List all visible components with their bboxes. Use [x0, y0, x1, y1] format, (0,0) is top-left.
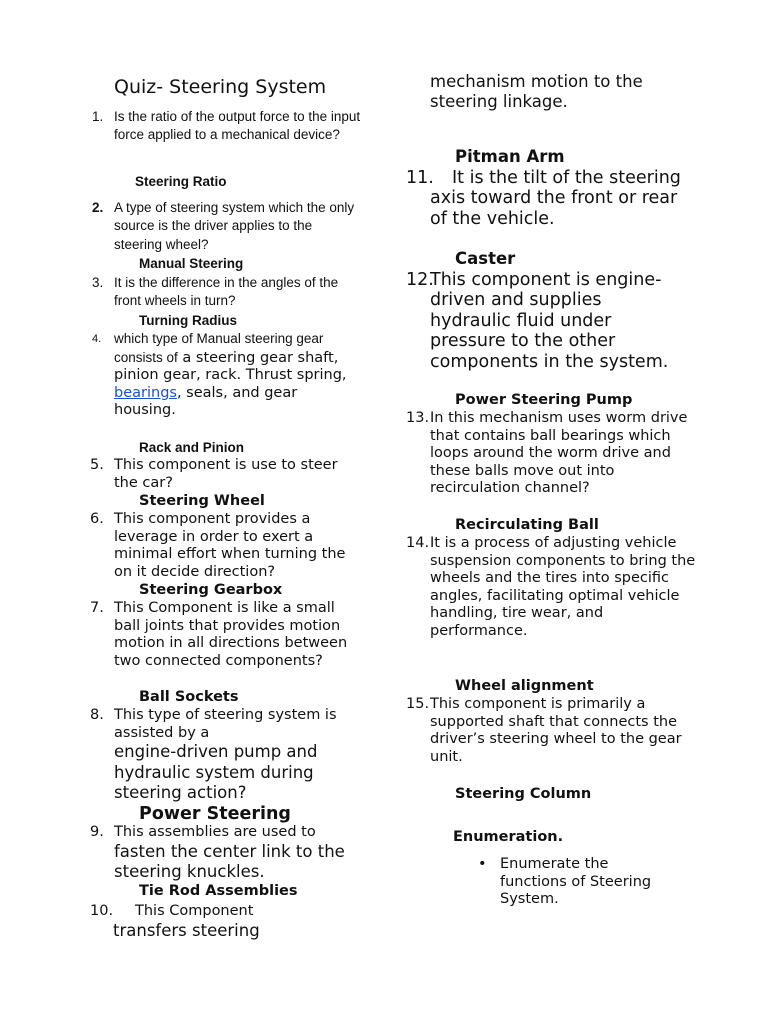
- answer-11: Caster: [455, 249, 516, 268]
- answer-13: Recirculating Ball: [455, 517, 599, 533]
- question-13: 13. In this mechanism uses worm drive that contains ball bearings which loops around the worm drive and these balls move out into recirculation channel?: [406, 410, 688, 497]
- page-title: Quiz- Steering System: [114, 76, 327, 98]
- question-3: 3. It is the difference in the angles of the front wheels in turn?: [92, 275, 339, 309]
- answer-10: Pitman Arm: [455, 147, 565, 166]
- question-4: 4. which type of Manual steering gear consists of a steering gear shaft, pinion gear, rack. Thrust spring, bearings, seals, and gear housing.: [92, 331, 347, 419]
- answer-14: Wheel alignment: [455, 678, 594, 694]
- answer-4: Rack and Pinion: [139, 440, 245, 455]
- question-1: 1. Is the ratio of the output force to the input force applied to a mechanical device?: [92, 109, 361, 143]
- question-10-continued: mechanism motion to the steering linkage.: [430, 72, 643, 112]
- enumeration-heading: Enumeration.: [453, 829, 564, 845]
- answer-6: Steering Gearbox: [139, 582, 283, 598]
- question-10: 10. This Component transfers steering: [90, 903, 260, 940]
- question-9: 9. This assemblies are used to fasten the center link to the steering knuckles.: [90, 824, 345, 881]
- bearings-link[interactable]: bearings: [114, 384, 177, 401]
- question-7: 7. This Component is like a small ball joints that provides motion motion in all directions between two connected components?: [90, 600, 348, 669]
- answer-2: Manual Steering: [139, 256, 244, 271]
- answer-9: Tie Rod Assemblies: [139, 883, 298, 899]
- bullet-icon: •: [478, 856, 487, 872]
- question-2: 2. A type of steering system which the only source is the driver applies to the steering wheel?: [92, 200, 355, 252]
- question-14: 14. It is a process of adjusting vehicle suspension components to bring the wheels and the tires into specific angles, facilitating optimal vehicle handling, tire wear, and performance.: [406, 535, 696, 639]
- answer-3: Turning Radius: [139, 313, 237, 328]
- answer-7: Ball Sockets: [139, 689, 239, 705]
- question-15: 15. This component is primarily a supported shaft that connects the driver’s steering wheel to the gear unit.: [406, 696, 682, 765]
- answer-1: Steering Ratio: [135, 174, 227, 189]
- question-8: 8. This type of steering system is assisted by a engine-driven pump and hydraulic system during steering action?: [90, 707, 337, 802]
- enumeration-item: • Enumerate the functions of Steering System.: [478, 856, 652, 908]
- answer-12: Power Steering Pump: [455, 392, 633, 408]
- question-6: 6. This component provides a leverage in order to exert a minimal effort when turning the on it decide direction?: [90, 511, 346, 580]
- answer-15: Steering Column: [455, 786, 592, 802]
- question-5: 5. This component is use to steer the car?: [90, 457, 338, 491]
- question-11: 11. It is the tilt of the steering axis toward the front or rear of the vehicle.: [406, 168, 681, 229]
- answer-5: Steering Wheel: [139, 493, 265, 509]
- answer-8: Power Steering: [139, 804, 291, 824]
- question-12: 12. This component is engine-driven and supplies hydraulic fluid under pressure to the other components in the system.: [406, 270, 669, 372]
